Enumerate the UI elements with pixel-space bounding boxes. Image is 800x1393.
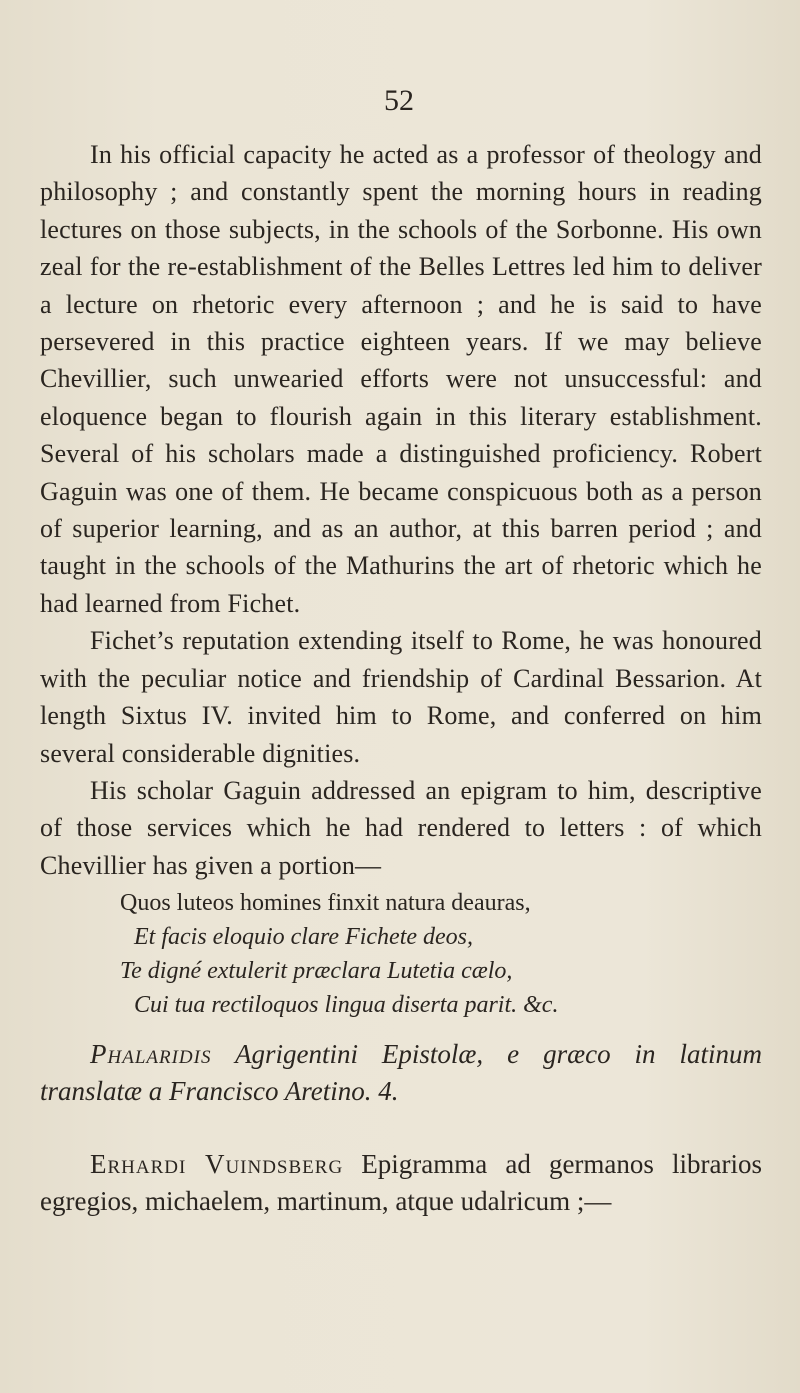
paragraph-fichet-teaching: In his official capacity he acted as a professor of theology and philosophy ; and constantly spent the morning hours in reading lectures on those subjects, in the schools of the Sorbonne. His own zeal for the re-establishment of the Belles Lettres led him to deliver a lecture on rhetoric every afternoon ; and he is said to have persevered in this practice eighteen years. If we may believe Chevillier, such unwearied efforts were not unsuccessful: and eloquence began to flourish again in this literary establishment. Several of his scholars made a distinguished proficiency. Robert Gaguin was one of them. He became conspicuous both as a person of superior learning, and as an author, at this barren period ; and taught in the schools of the Mathurins the art of rhetoric which he had learned from Fichet. bbox=[40, 140, 762, 618]
entry-heading: Phalaridis bbox=[90, 1039, 212, 1069]
paragraph-gaguin-epigram: His scholar Gaguin addressed an epigram to him, descriptive of those services which he had rendered to letters : of which Chevillier has given a portion— bbox=[40, 775, 762, 880]
bibliographic-entry-vuindsberg bbox=[40, 1146, 762, 1220]
entry-heading: Erhardi Vuindsberg bbox=[90, 1149, 344, 1179]
verse-line: Et facis eloquio clare Fichete deos, bbox=[134, 924, 474, 950]
paragraph-fichet-rome: Fichet’s reputation extending itself to Rome, he was honoured with the peculiar notice and friendship of Cardinal Bessarion. At length Sixtus IV. invited him to Rome, and conferred on him several considerable dignities. bbox=[40, 626, 762, 768]
verse-line: Quos luteos homines finxit natura deauras, bbox=[120, 890, 531, 916]
body-text bbox=[40, 136, 762, 884]
latin-epigram bbox=[120, 886, 760, 1022]
bibliographic-entry-phalaridis bbox=[40, 1036, 762, 1110]
page-number: 52 bbox=[384, 84, 414, 117]
verse-line: Te digné extulerit præclara Lutetia cælo, bbox=[120, 958, 513, 984]
entry-text: Epigramma ad germanos librarios egregios, michaelem, martinum, atque udalricum ;— bbox=[40, 1149, 762, 1216]
entry-text: Agrigentini Epistolæ, e græco in latinum translatæ a Francisco Aretino. 4. bbox=[40, 1039, 762, 1106]
verse-line: Cui tua rectiloquos lingua diserta parit. &c. bbox=[134, 992, 559, 1018]
